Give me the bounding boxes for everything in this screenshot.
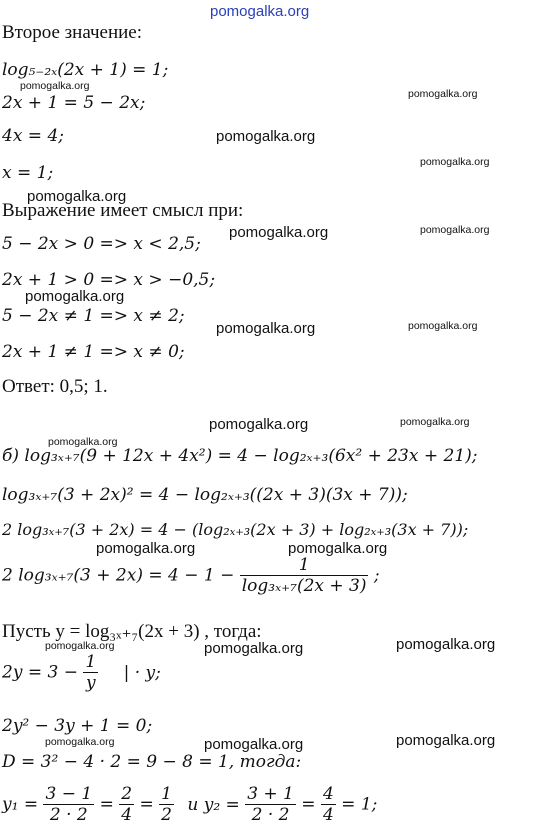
watermark: pomogalka.org [216,128,316,145]
watermark: pomogalka.org [210,3,310,20]
fraction-denominator: 2 · 2 [49,805,88,825]
equation-line: log₃ₓ₊₇(3 + 2x)² = 4 − log₂ₓ₊₃((2x + 3)(3x + 7)); [2,485,408,505]
watermark: pomogalka.org [96,540,196,557]
line-domain-heading: Выражение имеет смысл при: [2,200,244,221]
equation-line: 2x + 1 > 0 => x > −0,5; [2,270,216,290]
equation-line: 2x + 1 = 5 − 2x; [2,93,146,113]
equation-line-fraction [2,652,161,693]
fraction-numerator: 3 − 1 [45,784,93,804]
equation-line: 2y² − 3y + 1 = 0; [2,716,153,736]
fraction [240,555,369,596]
fraction-denominator: log₃ₓ₊₇(2x + 3) [241,576,367,596]
fraction-numerator: 1 [161,784,172,804]
fraction-numerator: 4 [322,784,334,804]
watermark: pomogalka.org [420,224,490,236]
line-heading-second-value: Второе значение: [2,22,143,43]
equation-line: 4x = 4; [2,126,64,146]
watermark: pomogalka.org [204,640,304,657]
fraction-numerator: 3 + 1 [247,784,294,804]
equation-part: ; [373,565,380,586]
watermark: pomogalka.org [204,736,304,753]
fraction-denominator: 4 [121,805,133,825]
fraction-denominator: 4 [322,805,334,825]
watermark: pomogalka.org [420,156,490,168]
equation-part: и y₂ = [187,794,240,815]
equation-line-fraction [2,784,377,825]
watermark: pomogalka.org [229,224,329,241]
fraction [119,784,134,825]
equation-part: | · y; [123,662,161,683]
equation-line: D = 3² − 4 · 2 = 9 − 8 = 1, тогда: [2,752,302,772]
equation-line: log₅₋₂ₓ(2x + 1) = 1; [2,60,169,80]
equation-part: y₁ = [2,794,39,815]
watermark: pomogalka.org [25,288,125,305]
fraction-numerator: 2 [121,784,133,804]
watermark: pomogalka.org [216,320,316,337]
fraction [159,784,174,825]
fraction [83,652,98,693]
watermark: pomogalka.org [45,736,115,748]
watermark: pomogalka.org [27,188,127,205]
watermark: pomogalka.org [209,416,309,433]
equation-line: x = 1; [2,163,54,183]
watermark: pomogalka.org [400,416,470,428]
fraction [43,784,94,825]
watermark: pomogalka.org [408,88,478,100]
watermark: pomogalka.org [45,640,115,652]
equation-line-fraction [2,555,380,596]
fraction-denominator: 2 [161,805,172,825]
watermark: pomogalka.org [396,732,496,749]
fraction [321,784,336,825]
equation-part: 2y = 3 − [2,662,78,683]
equation-part: 2 log₃ₓ₊₇(3 + 2x) = 4 − 1 − [2,565,235,586]
answer-line: Ответ: 0,5; 1. [2,376,108,397]
fraction-numerator: 1 [85,652,97,672]
fraction-denominator: y [85,673,96,693]
equation-part: = [139,794,154,815]
equation-line: 5 − 2x > 0 => x < 2,5; [2,234,201,254]
equation-line: 5 − 2x ≠ 1 => x ≠ 2; [2,306,185,326]
equation-part: = 1; [341,794,378,815]
fraction-numerator: 1 [240,555,369,576]
equation-line: 2 log₃ₓ₊₇(3 + 2x) = 4 − (log₂ₓ₊₃(2x + 3) + log₂ₓ₊₃(3x + 7)); [2,520,469,539]
fraction-denominator: 2 · 2 [251,805,290,825]
equation-part: = [99,794,114,815]
fraction [245,784,296,825]
equation-line: 2x + 1 ≠ 1 => x ≠ 0; [2,342,185,362]
equation-part: = [301,794,316,815]
substitution-line: Пусть y = log₃ₓ₊₇(2x + 3) , тогда: [2,621,262,642]
watermark: pomogalka.org [20,80,90,92]
equation-line: б) log₃ₓ₊₇(9 + 12x + 4x²) = 4 − log₂ₓ₊₃(6x² + 23x + 21); [2,446,478,466]
watermark: pomogalka.org [48,436,118,448]
watermark: pomogalka.org [396,636,496,653]
watermark: pomogalka.org [288,540,388,557]
watermark: pomogalka.org [408,320,478,332]
